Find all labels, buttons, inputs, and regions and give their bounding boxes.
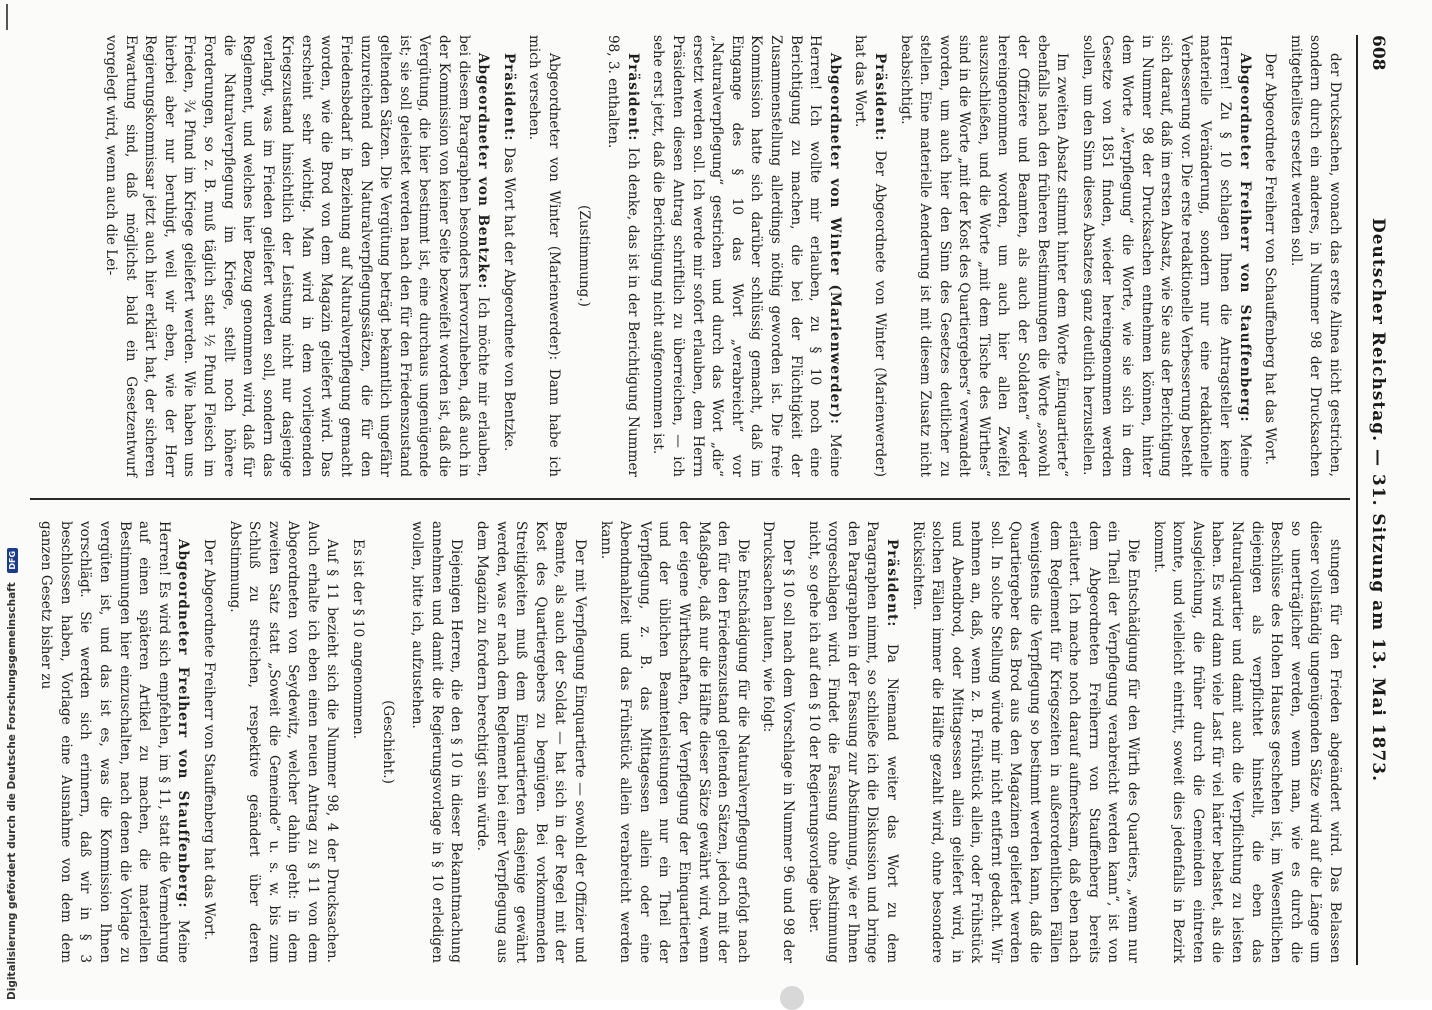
running-title: Deutscher Reichstag. — 31. Sitzung am 13. Mai 1873. — [1368, 217, 1388, 783]
paragraph — [648, 35, 844, 477]
paragraph-text: Der Abgeordnete Freiherr von Schauffenberg hat das Wort. — [1262, 53, 1279, 465]
paragraph — [407, 521, 466, 963]
paragraph — [36, 521, 193, 963]
paragraph — [758, 521, 797, 963]
paragraph — [603, 35, 642, 477]
text-column-right — [38, 521, 1344, 963]
column-divider — [30, 498, 1350, 500]
speaker-name: Abgeordneter Freiherr von Stauffenberg: — [175, 539, 192, 920]
header-rule — [1356, 35, 1358, 965]
paragraph-text: der Drucksachen, wonach das erste Alinea nicht gestrichen, sondern durch ein anderes, in Nummer 98 der Drucksachen mitgetheiltes ersetzt werden soll. — [1287, 35, 1343, 477]
paragraph — [850, 35, 889, 477]
dfg-logo-icon: DFG — [7, 548, 18, 573]
rotated-text-page — [16, 5, 1416, 995]
paragraph — [803, 521, 901, 963]
paragraph-text: Es ist der § 10 angenommen. — [350, 539, 367, 740]
paragraph — [1285, 35, 1344, 477]
paragraph-text: Der mit Verpflegung Einquartierte — sowohl der Offizier und Beamte, als auch der Soldat — hat sich in der Regel mit der Kost des Quartiergebers zu begnügen. Bei vorkommenden Streitigkeiten muß dem Einquartierten dasjenige gewährt werden, was er nach dem Reglement bei einer Verpflegung aus dem Magazin zu fordern berechtigt sein würde. — [474, 521, 589, 963]
speaker-name: Präsident: — [500, 53, 517, 148]
paragraph-text: Diejenigen Herren, die den § 10 in dieser Bekanntmachung annehmen und damit die Regierungsvorlage in § 10 erledigen wollen, bitte ich, aufzustehen. — [409, 521, 465, 963]
paragraph-text: Ich möchte mir erlauben, bei diesem Paragraphen besonders hervorzuheben, daß auch in der Kommission von keiner Seite bezweifelt worden ist, daß die Vergütung, die hier bestimmt ist, eine durchaus ungenügende ist; sie soll geleistet werden nach den für den Friedenszustand geltenden Sätzen. Die Vergütung beträgt bekanntlich ungefähr unzureichend den Naturalverpflegungssätzen, die für den Friedensbedarf in Beziehung auf Naturalverpflegung gemacht worden, wie die Brod von dem Magazin geliefert wird. Das erscheint sehr wichtig. Man wird in dem vorliegenden Kriegszustand hinsichtlich der Leistung nicht nur dasjenige verlangt, was im Frieden geliefert werden soll, sondern das Reglement, und welches hier Bezug genommen wird, daß für die Naturalverpflegung im Kriege, stellt noch höhere Forderungen, so z. B. muß täglich statt ½ Pfund Fleisch im Frieden, ¾ Pfund im Kriege geliefert werden. Wie haben uns hierbei aber nur beruhigt, weil wir eben, wie der Herr Regierungskommissar jetzt auch hier erklärt hat, der sicheren Erwartung sind, daß möglichst bald ein Gesetzentwurf vorgelegt wird, wenn auch die Lei- — [102, 35, 492, 477]
speaker-name: Abgeordneter von Bentzke: — [475, 53, 492, 297]
paragraph-text: (Zustimmung.) — [575, 205, 592, 307]
paragraph — [895, 35, 1071, 477]
stage-direction — [573, 35, 593, 477]
paragraph — [100, 35, 492, 477]
speaker-name: Präsident: — [624, 53, 641, 148]
speaker-name: Abgeordneter von Winter (Marienwerder): — [826, 53, 843, 434]
paragraph-text: Meine Herren! Zu § 10 schlagen Ihnen die Antragsteller keine materielle Veränderung, sondern nur eine redaktionelle Verbesserung vor. Die erste redaktionelle Verbesserung besteht sich darauf, daß im ersten Absatz, wie Sie aus der Berichtigung in Nummer 98 der Drucksachen entnehmen können, hinter dem Worte „Verpflegung“ die Worte, wie sie sich in dem Gesetze von 1851 finden, wieder hereingenommen werden sollen, um den Sinn dieses Absatzes ganz deutlich herzustellen. — [1079, 35, 1253, 477]
paragraph-text: stungen für den Frieden abgeändert wird. Das Belassen dieser vollständig ungenügenden Sätze wird auf die Länge um so unerträglicher werden, wenn man, wie es durch die Beschlüsse des Hohen Hauses geschehen ist, im Wesentlichen diejenigen als verpflichtet hinstellt, die eben das Naturalquartier und damit auch die Verpflichtung zu leisten haben. Es wird dann viele Last für viel härter belastet, als die Ausgleichung, die früher durch die Gemeinden eintreten konnte, und vielleicht eintritt, soweit dies jedenfalls in Bezirk kommt. — [1150, 521, 1343, 963]
credit-text: Digitalisierung gefördert durch die Deutsche Forschungsgemeinschaft — [6, 582, 18, 1000]
scan-artifact — [780, 986, 804, 1010]
paragraph-text: Da Niemand weiter das Wort zu dem Paragraphen nimmt, so schließe ich die Diskussion und bringe den Paragraphen in der Fassung zur Abstimmung, wie er Ihnen vorgeschlagen wird. Findet die Fassung ohne Abstimmung nicht, so gehe ich auf den § 10 der Regierungsvorlage über. — [805, 521, 900, 963]
paragraph — [224, 521, 342, 963]
paragraph-text: Die Entschädigung für die Naturalverpflegung erfolgt nach den für den Friedenszustand geltenden Sätzen, jedoch mit der Maßgabe, daß nur die Hälfte dieser Sätze gewährt wird, wenn der eigene Wirthschaften, der Verpflegung der Einquartierten und der üblichen Beamtenleistungen nur ein Theil der Verpflegung, z. B. das Mittagessen allein oder eine Abendmahlzeit und das Frühstück allein verabreicht werden kann. — [597, 521, 751, 963]
paragraph-text: Die Entschädigung für den Wirth des Quartiers, „wenn nur ein Theil der Verpflegung verabreicht werden kann“, ist von dem Abgeordneten Freiherrn von Stauffenberg bereits erläutert. Ich mache noch darauf aufmerksam, daß eben nach dem Reglement für Kriegszeiten in außerordentlichen Fällen wenigstens die Verpflegung so bestimmt werden kann, daß die Quartiergeber das Brod aus den Magazinen geliefert werden soll. In solche Stellung würde mir nicht entfernt gedacht. Wir nehmen an, daß, wenn z. B. Frühstück allein, oder Frühstück und Abendbrod, oder Mittagsessen allein geliefert wird, in solchen Fällen immer die Hälfte gezahlt wird, ohne besondere Rücksichten. — [909, 521, 1142, 963]
paragraph — [524, 35, 563, 477]
paragraph-text: Der Abgeordnete Freiherr von Stauffenberg hat das Wort. — [200, 539, 217, 941]
paragraph-text: (Geschieht.) — [379, 700, 396, 784]
speaker-name: Präsident: — [871, 53, 888, 151]
paragraph-text: Auf § 11 bezieht sich die Nummer 98, 4 der Drucksachen. Auch erhalte ich eben einen neuen Antrag zu § 11 von dem Abgeordneten von Seydewitz, welcher dahin geht: in dem zweiten Satz statt „Soweit die Gemeinde“ u. s. w. bis zum Schluß zu streichen, respektive geändert über deren Abstimmung. — [226, 521, 341, 963]
speaker-name: Präsident: — [883, 539, 900, 644]
digitization-credit — [6, 550, 20, 1000]
paragraph — [348, 521, 368, 963]
text-column-left — [44, 35, 1344, 477]
paragraph — [198, 521, 218, 963]
paragraph — [1260, 35, 1280, 477]
paragraph-text: Ich denke, das ist in der Berichtigung Nummer 98, 3. enthalten. — [605, 35, 641, 478]
paragraph-text: Der Abgeordnete von Winter (Marienwerder) hat das Wort. — [852, 35, 888, 478]
page-header — [1358, 35, 1388, 965]
paragraph — [907, 521, 1142, 963]
paragraph-text: Abgeordneter von Winter (Marienwerder): Dann habe ich mich versehen. — [526, 35, 563, 477]
paragraph-text: Meine Herren! Ich wollte mir erlauben, zu § 10 noch eine Berichtigung zu machen, die bei der Flüchtigkeit der Zusammenstellung allerdings nöthig geworden ist. Die freie Kommission hatte sich darüber schlüssig gemacht, daß im Eingange des § 10 das Wort „verabreicht“ vor „Naturalverpflegung“ gestrichen und durch das Wort „die“ ersetzt werden soll. Ich werde mir sofort erlauben, dem Herrn Präsidenten diesen Antrag schriftlich zu überreichen, — ich sehe erst jetzt, daß die Berichtigung nicht aufgenommen ist. — [650, 35, 843, 477]
paragraph — [595, 521, 752, 963]
paragraph — [1148, 521, 1344, 963]
page-number: 608 — [1368, 35, 1388, 71]
paragraph — [498, 35, 518, 477]
speaker-name: Abgeordneter Freiherr von Stauffenberg: — [1236, 53, 1253, 434]
scan-edge-mark — [6, 4, 8, 30]
paragraph — [1077, 35, 1253, 477]
paragraph-text: Im zweiten Absatz stimmt hinter dem Worte „Einquartierte“ ebenfalls nach den früheren Bestimmungen die Worte „sowohl der Offiziere und Beamten, als auch der Soldaten“ wieder hereingenommen worden, um auch hier allen Zweifel auszuschließen, und die Worte „mit dem Tische des Wirthes“ sind in die Worte „mit der Kost des Quartiergebers“ verwandelt worden, um auch hier den Sinn des Gesetzes deutlicher zu stellen. Eine materielle Aenderung ist mit diesem Zusatz nicht beabsichtigt. — [897, 35, 1071, 477]
paragraph — [471, 521, 589, 963]
paragraph-text: Das Wort hat der Abgeordnete von Bentzke. — [500, 147, 517, 452]
paragraph-text: Der § 10 soll nach dem Vorschlage in Nummer 96 und 98 der Drucksachen lauten, wie folgt: — [760, 521, 796, 963]
stage-direction — [377, 521, 397, 963]
paragraph-text: Meine Herren! Es wird sich empfehlen, im § 11, statt die Vermehrung auf einen späteren Artikel zu machen, die materiellen Bestimmungen hier einzuschalten, nach denen die Vorlage zu vergüten ist, und das ist es, was die Kommission Ihnen vorschlägt. Sie werden sich erinnern, daß wir in § 3 beschlossen haben, Vorlage eine Ausnahme von dem dem ganzen Gesetz bisher zu — [38, 521, 192, 963]
